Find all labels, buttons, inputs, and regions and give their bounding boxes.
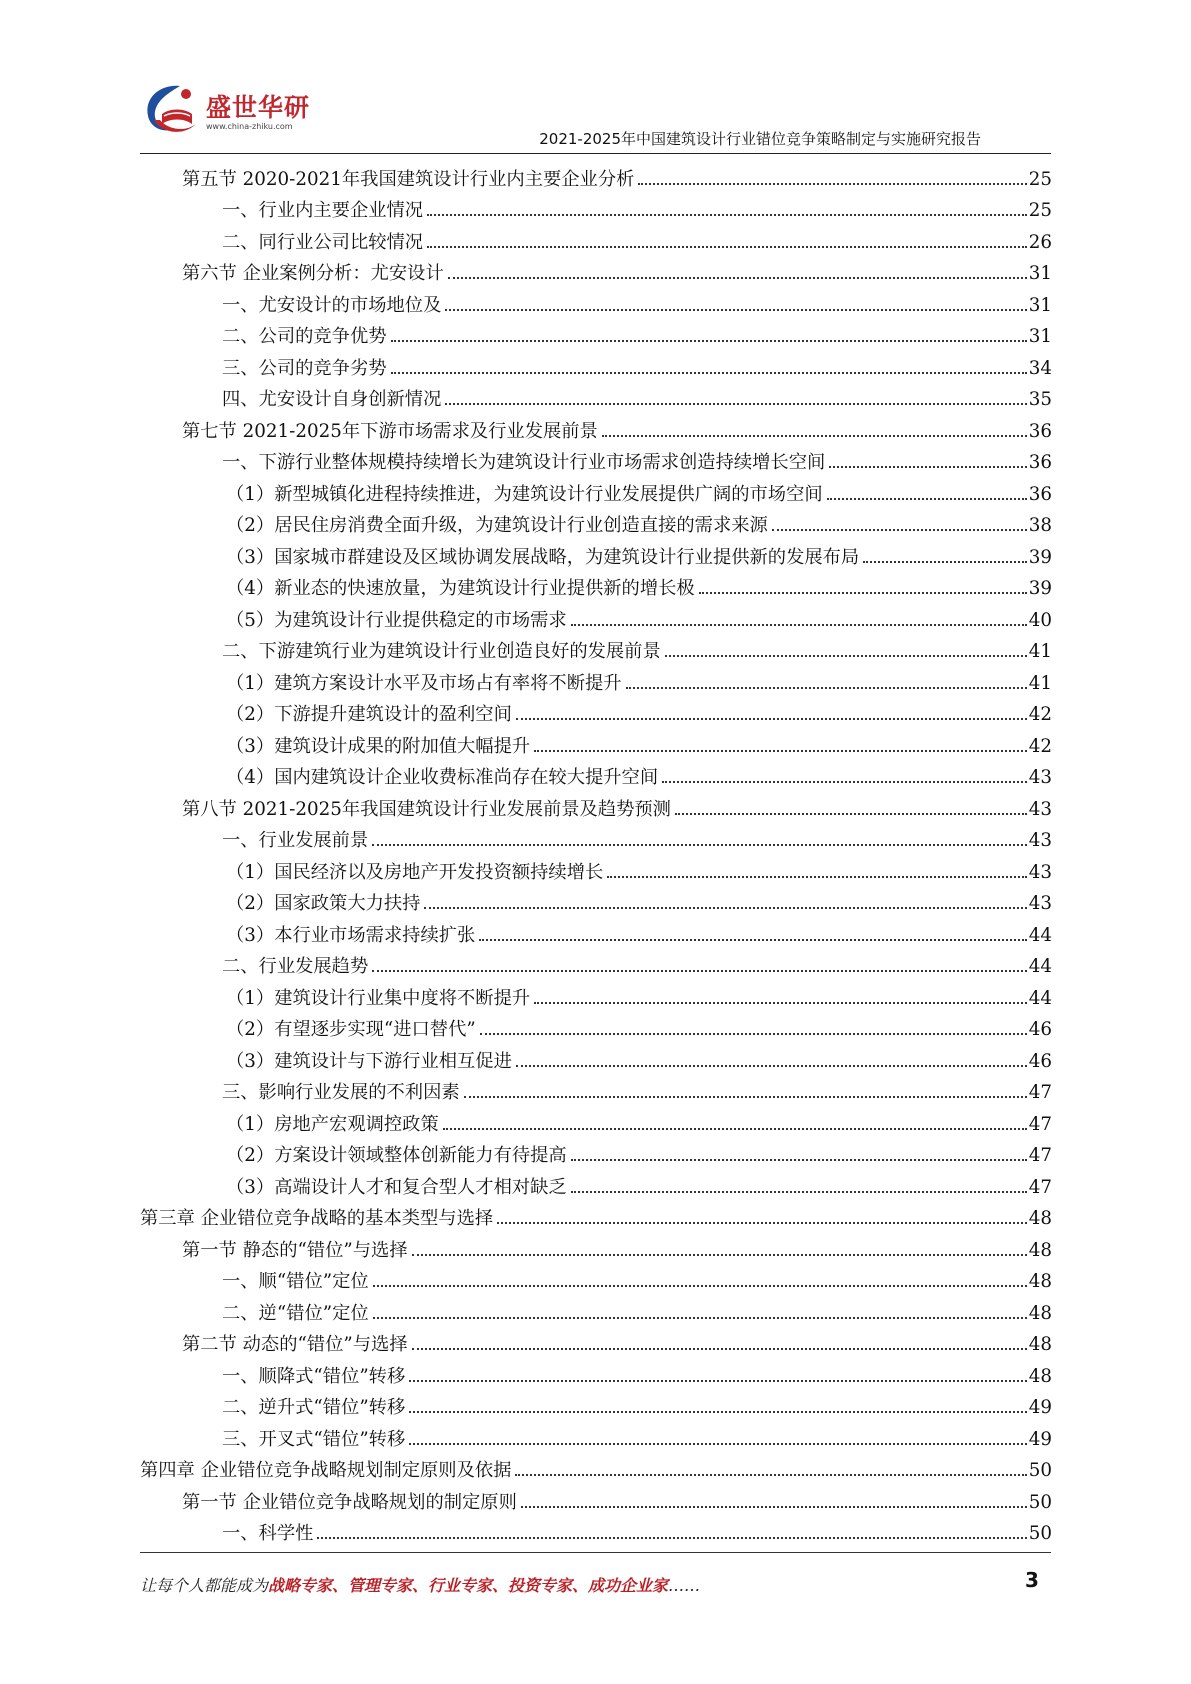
toc-entry-title: 三、公司的竞争劣势 [222, 357, 387, 379]
toc-entry-title: 第一节 静态的“错位”与选择 [182, 1239, 408, 1261]
toc-leader-dots [391, 372, 1027, 374]
toc-entry[interactable] [140, 1105, 1052, 1137]
toc-entry[interactable] [140, 1326, 1052, 1358]
table-of-contents [140, 160, 1052, 1546]
toc-entry[interactable] [140, 1011, 1052, 1043]
toc-entry-page: 31 [1028, 294, 1052, 316]
toc-entry-page: 25 [1028, 200, 1052, 221]
toc-entry-title: 二、逆“错位”定位 [222, 1302, 369, 1324]
toc-leader-dots [372, 970, 1026, 972]
report-title: 2021-2025年中国建筑设计行业错位竞争策略制定与实施研究报告 [539, 130, 981, 148]
toc-leader-dots [662, 781, 1027, 783]
toc-entry-title: 二、行业发展趋势 [222, 956, 369, 977]
toc-entry-page: 39 [1028, 546, 1052, 568]
toc-entry-title: 三、开叉式“错位”转移 [222, 1428, 406, 1450]
toc-entry-title: （5）为建筑设计行业提供稳定的市场需求 [226, 609, 567, 631]
toc-entry[interactable] [140, 1200, 1052, 1232]
toc-entry-page: 43 [1028, 830, 1052, 851]
toc-entry-page: 46 [1028, 1050, 1052, 1072]
toc-entry[interactable] [140, 1168, 1052, 1200]
toc-entry[interactable] [140, 286, 1052, 318]
toc-entry[interactable] [140, 727, 1052, 759]
toc-entry-title: 第四章 企业错位竞争战略规划制定原则及依据 [140, 1460, 512, 1481]
toc-entry-page: 47 [1028, 1113, 1052, 1135]
toc-entry[interactable] [140, 1042, 1052, 1074]
toc-entry-title: 一、尤安设计的市场地位及 [222, 294, 442, 316]
toc-entry-page: 44 [1028, 987, 1052, 1009]
toc-entry-page: 36 [1028, 420, 1052, 442]
toc-entry-page: 43 [1028, 798, 1052, 820]
toc-entry-page: 50 [1028, 1460, 1052, 1481]
toc-entry-page: 48 [1028, 1334, 1052, 1355]
toc-entry-page: 31 [1028, 326, 1052, 347]
toc-entry[interactable] [140, 412, 1052, 444]
footer-divider [140, 1552, 1051, 1553]
toc-leader-dots [409, 1443, 1027, 1445]
toc-leader-dots [445, 309, 1026, 311]
toc-entry-title: 一、科学性 [222, 1523, 314, 1544]
toc-leader-dots [427, 246, 1027, 248]
header-divider [140, 153, 1051, 154]
toc-entry[interactable] [140, 381, 1052, 413]
toc-entry-title: 四、尤安设计自身创新情况 [222, 389, 442, 410]
toc-entry-page: 31 [1028, 263, 1052, 284]
toc-entry-title: 三、影响行业发展的不利因素 [222, 1082, 460, 1103]
toc-entry[interactable] [140, 507, 1052, 539]
toc-leader-dots [373, 1285, 1027, 1287]
toc-entry[interactable] [140, 1294, 1052, 1326]
toc-entry[interactable] [140, 538, 1052, 570]
toc-entry-page: 50 [1028, 1523, 1052, 1544]
toc-entry-page: 36 [1028, 452, 1052, 473]
toc-entry-page: 42 [1028, 704, 1052, 725]
toc-entry-page: 49 [1028, 1397, 1052, 1418]
toc-entry[interactable] [140, 885, 1052, 917]
toc-leader-dots [443, 1128, 1027, 1130]
toc-entry-page: 48 [1028, 1271, 1052, 1292]
toc-leader-dots [534, 1002, 1027, 1004]
toc-entry-title: （1）建筑设计行业集中度将不断提升 [226, 987, 531, 1009]
toc-entry[interactable] [140, 1483, 1052, 1515]
footer-slogan [140, 1573, 700, 1596]
toc-entry-page: 48 [1028, 1302, 1052, 1324]
toc-entry[interactable] [140, 1515, 1052, 1547]
toc-leader-dots [626, 687, 1027, 689]
toc-leader-dots [427, 214, 1027, 216]
toc-leader-dots [515, 1474, 1026, 1476]
toc-entry-page: 43 [1028, 861, 1052, 883]
toc-entry-page: 43 [1028, 893, 1052, 914]
toc-entry[interactable] [140, 790, 1052, 822]
toc-entry[interactable] [140, 318, 1052, 350]
toc-entry-page: 46 [1028, 1019, 1052, 1040]
toc-leader-dots [448, 277, 1027, 279]
toc-leader-dots [772, 529, 1027, 531]
toc-entry-title: 一、行业发展前景 [222, 830, 369, 851]
toc-entry[interactable] [140, 979, 1052, 1011]
toc-leader-dots [372, 844, 1026, 846]
toc-entry-page: 43 [1028, 767, 1052, 788]
toc-entry[interactable] [140, 916, 1052, 948]
toc-entry-page: 36 [1028, 483, 1052, 505]
toc-leader-dots [412, 1254, 1027, 1256]
toc-entry[interactable] [140, 1137, 1052, 1169]
toc-leader-dots [497, 1222, 1027, 1224]
toc-entry-title: （3）建筑设计成果的附加值大幅提升 [226, 735, 531, 757]
toc-entry-title: 第一节 企业错位竞争战略规划的制定原则 [182, 1491, 517, 1513]
toc-leader-dots [829, 466, 1026, 468]
toc-entry[interactable] [140, 759, 1052, 791]
toc-entry[interactable] [140, 1357, 1052, 1389]
toc-leader-dots [317, 1537, 1026, 1539]
toc-entry-title: （2）有望逐步实现“进口替代” [226, 1019, 476, 1040]
logo-text: 盛世华研 [206, 93, 311, 122]
toc-entry-title: 第七节 2021-2025年下游市场需求及行业发展前景 [182, 420, 598, 442]
toc-entry-page: 48 [1028, 1365, 1052, 1387]
toc-leader-dots [534, 750, 1027, 752]
toc-entry-title: 一、下游行业整体规模持续增长为建筑设计行业市场需求创造持续增长空间 [222, 452, 826, 473]
toc-entry-title: （3）国家城市群建设及区域协调发展战略，为建筑设计行业提供新的发展布局 [226, 546, 860, 568]
toc-entry-title: 一、顺“错位”定位 [222, 1271, 369, 1292]
toc-entry[interactable] [140, 255, 1052, 287]
toc-leader-dots [571, 1191, 1027, 1193]
toc-entry-title: 二、公司的竞争优势 [222, 326, 387, 347]
toc-leader-dots [373, 1317, 1027, 1319]
toc-entry-title: （3）本行业市场需求持续扩张 [226, 924, 476, 946]
toc-entry-title: （3）建筑设计与下游行业相互促进 [226, 1050, 512, 1072]
toc-entry-page: 26 [1028, 231, 1052, 253]
toc-entry-title: 二、逆升式“错位”转移 [222, 1397, 406, 1418]
toc-entry[interactable] [140, 349, 1052, 381]
page-header [0, 0, 1191, 150]
toc-entry-page: 34 [1028, 357, 1052, 379]
toc-entry[interactable] [140, 192, 1052, 224]
footer-slogan-prefix: 让每个人都能成为 [140, 1576, 269, 1595]
company-logo [140, 80, 320, 146]
toc-leader-dots [409, 1380, 1027, 1382]
toc-entry-title: （1）新型城镇化进程持续推进，为建筑设计行业发展提供广阔的市场空间 [226, 483, 823, 505]
toc-entry-title: 二、下游建筑行业为建筑设计行业创造良好的发展前景 [222, 641, 661, 662]
toc-entry-title: 第六节 企业案例分析：尤安设计 [182, 263, 444, 284]
toc-leader-dots [409, 1411, 1027, 1413]
toc-leader-dots [516, 718, 1027, 720]
footer-slogan-suffix: …… [668, 1576, 701, 1595]
toc-entry[interactable] [140, 1074, 1052, 1106]
toc-entry[interactable] [140, 570, 1052, 602]
toc-entry-title: 第八节 2021-2025年我国建筑设计行业发展前景及趋势预测 [182, 798, 671, 820]
toc-entry-title: （2）国家政策大力扶持 [226, 893, 421, 914]
toc-entry-title: 一、行业内主要企业情况 [222, 200, 424, 221]
toc-leader-dots [638, 183, 1026, 185]
toc-entry-title: （1）国民经济以及房地产开发投资额持续增长 [226, 861, 604, 883]
toc-entry-title: （2）居民住房消费全面升级，为建筑设计行业创造直接的需求来源 [226, 515, 768, 536]
toc-entry-title: （2）下游提升建筑设计的盈利空间 [226, 704, 512, 725]
toc-entry[interactable] [140, 664, 1052, 696]
toc-entry-page: 48 [1028, 1239, 1052, 1261]
toc-entry[interactable] [140, 853, 1052, 885]
toc-leader-dots [665, 655, 1027, 657]
toc-entry-page: 44 [1028, 924, 1052, 946]
toc-entry-title: 二、同行业公司比较情况 [222, 231, 424, 253]
toc-entry[interactable] [140, 633, 1052, 665]
toc-leader-dots [699, 592, 1027, 594]
toc-entry-page: 42 [1028, 735, 1052, 757]
toc-entry-page: 47 [1028, 1145, 1052, 1166]
toc-entry[interactable] [140, 601, 1052, 633]
toc-entry-page: 39 [1028, 578, 1052, 599]
toc-leader-dots [863, 561, 1027, 563]
toc-leader-dots [521, 1506, 1027, 1508]
toc-leader-dots [607, 876, 1026, 878]
toc-entry[interactable] [140, 1263, 1052, 1295]
toc-leader-dots [445, 403, 1026, 405]
toc-entry-title: （3）高端设计人才和复合型人才相对缺乏 [226, 1176, 567, 1198]
toc-entry[interactable] [140, 1420, 1052, 1452]
toc-entry-page: 35 [1028, 389, 1052, 410]
logo-swoosh-icon [140, 80, 206, 146]
toc-entry[interactable] [140, 475, 1052, 507]
toc-entry-title: 一、顺降式“错位”转移 [222, 1365, 406, 1387]
footer-slogan-highlight: 战略专家、管理专家、行业专家、投资专家、成功企业家 [268, 1576, 669, 1595]
toc-leader-dots [516, 1065, 1027, 1067]
toc-leader-dots [571, 1159, 1027, 1161]
toc-entry-page: 40 [1028, 609, 1052, 631]
toc-entry-page: 38 [1028, 515, 1052, 536]
toc-entry-title: （2）方案设计领域整体创新能力有待提高 [226, 1145, 567, 1166]
toc-entry-title: 第五节 2020-2021年我国建筑设计行业内主要企业分析 [182, 168, 635, 190]
toc-entry-page: 41 [1028, 672, 1052, 694]
toc-leader-dots [479, 939, 1026, 941]
toc-entry[interactable] [140, 223, 1052, 255]
toc-entry-page: 48 [1028, 1208, 1052, 1229]
page-number: 3 [1025, 1568, 1039, 1592]
toc-entry[interactable] [140, 160, 1052, 192]
toc-entry-title: （1）建筑方案设计水平及市场占有率将不断提升 [226, 672, 622, 694]
toc-entry-title: 第二节 动态的“错位”与选择 [182, 1334, 408, 1355]
toc-entry[interactable] [140, 444, 1052, 476]
toc-leader-dots [412, 1348, 1027, 1350]
toc-entry[interactable] [140, 822, 1052, 854]
toc-entry[interactable] [140, 1452, 1052, 1484]
toc-leader-dots [391, 340, 1027, 342]
toc-leader-dots [571, 624, 1027, 626]
toc-entry-page: 25 [1028, 168, 1052, 190]
toc-leader-dots [464, 1096, 1027, 1098]
toc-entry-page: 41 [1028, 641, 1052, 662]
toc-entry[interactable] [140, 1231, 1052, 1263]
toc-entry-page: 47 [1028, 1082, 1052, 1103]
toc-entry[interactable] [140, 948, 1052, 980]
toc-entry[interactable] [140, 696, 1052, 728]
toc-entry-title: （1）房地产宏观调控政策 [226, 1113, 439, 1135]
toc-leader-dots [480, 1033, 1027, 1035]
toc-entry-page: 47 [1028, 1176, 1052, 1198]
toc-entry-title: 第三章 企业错位竞争战略的基本类型与选择 [140, 1208, 494, 1229]
toc-entry-page: 44 [1028, 956, 1052, 977]
toc-entry-page: 49 [1028, 1428, 1052, 1450]
toc-entry-title: （4）国内建筑设计企业收费标准尚存在较大提升空间 [226, 767, 659, 788]
logo-url: www.china-zhiku.com [206, 122, 293, 131]
toc-leader-dots [424, 907, 1026, 909]
toc-leader-dots [675, 813, 1027, 815]
toc-leader-dots [602, 435, 1027, 437]
toc-entry[interactable] [140, 1389, 1052, 1421]
toc-entry-title: （4）新业态的快速放量，为建筑设计行业提供新的增长极 [226, 578, 695, 599]
toc-leader-dots [827, 498, 1027, 500]
toc-entry-page: 50 [1028, 1491, 1052, 1513]
